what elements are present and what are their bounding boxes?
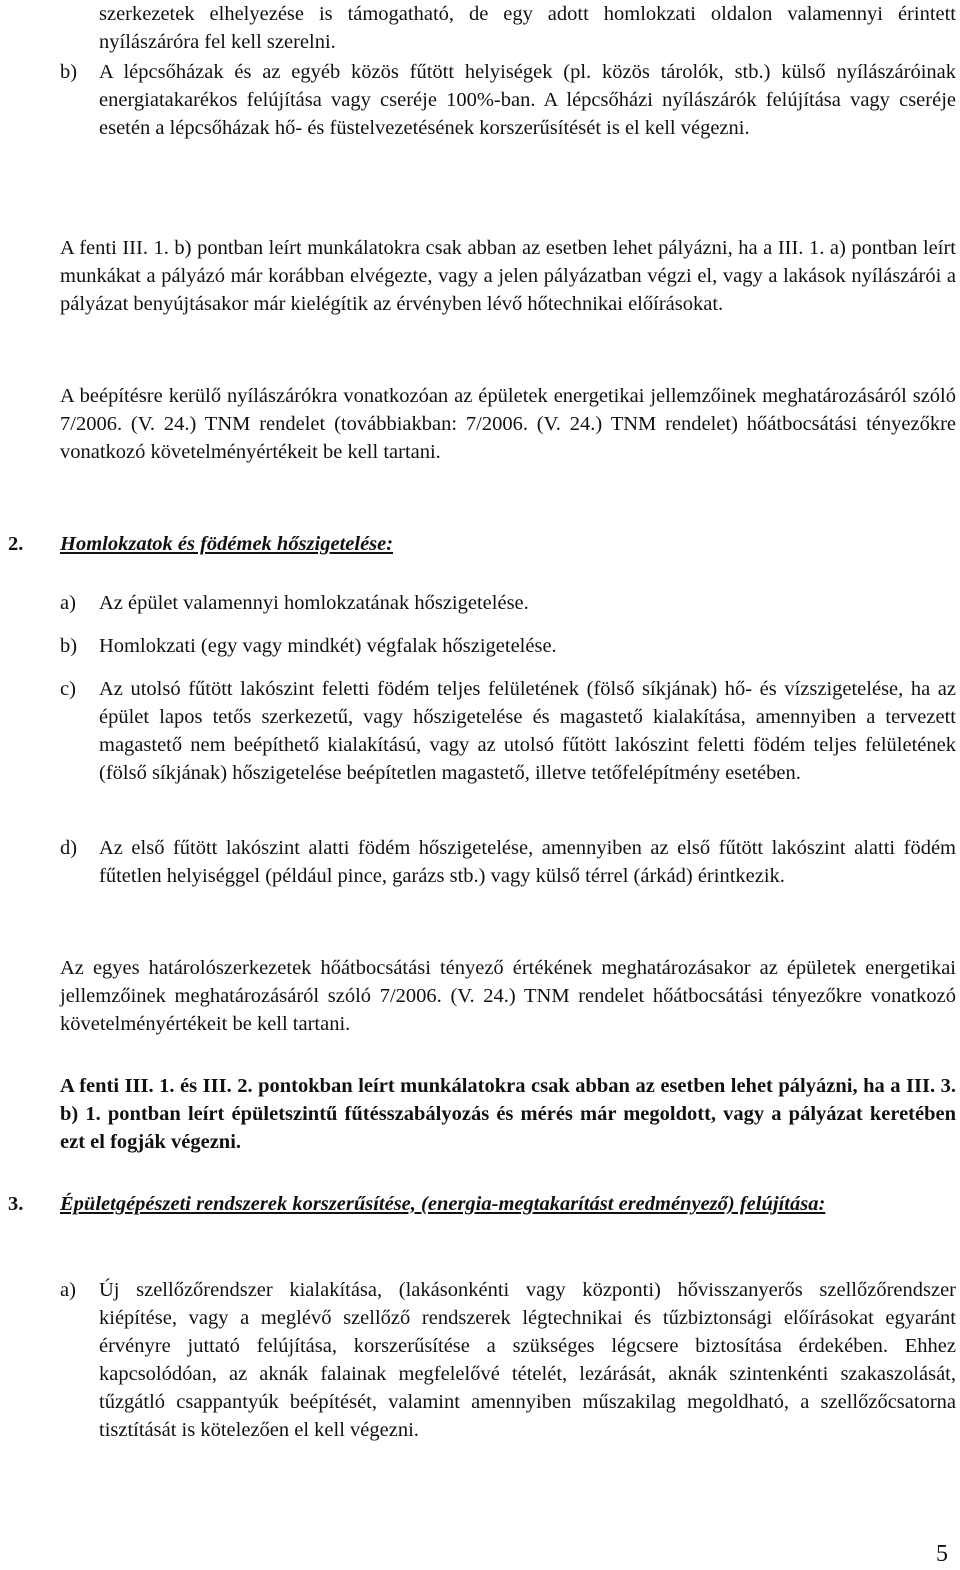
page-number: 5 xyxy=(936,1541,948,1567)
section-2-item-d-label: d) xyxy=(60,837,78,859)
section-2-item-a-label: a) xyxy=(60,592,76,614)
section-2-item-c-text: Az utolsó fűtött lakószint feletti födém teljes felületének (fölső síkjának) hő- és vízszigetelése, ha az épület lapos tetős szerkezetű, vagy hőszigetelése és magastető kialakítása, amennyiben a tervezett magastető nem beépíthető kialakítású, vagy az utolsó fűtött lakószint feletti födém teljes felületének (fölső síkjának) hőszigetelése beépítetlen magastető, illetve tetőfelépítmény esetében. xyxy=(99,678,956,784)
paragraph-beepites-requirements: A beépítésre kerülő nyílászárókra vonatkozóan az épületek energetikai jellemzőinek meghatározásáról szóló 7/2006. (V. 24.) TNM rendelet (továbbiakban: 7/2006. (V. 24.) TNM rendelet) hőátbocsátási tényezőkre vonatkozó követelményértékeit be kell tartani. xyxy=(60,385,956,463)
section-3-number: 3. xyxy=(8,1193,24,1215)
section-2-title: Homlokzatok és födémek hőszigetelése: xyxy=(60,533,394,555)
section-2-item-d-text: Az első fűtött lakószint alatti födém hőszigetelése, amennyiben az első fűtött lakószint alatti födém fűtetlen helyiséggel (például pince, garázs stb.) vagy külső térrel (árkád) érintkezik. xyxy=(99,837,956,887)
paragraph-fenti-condition: A fenti III. 1. b) pontban leírt munkálatokra csak abban az esetben lehet pályázni, ha a III. 1. a) pontban leírt munkákat a pályázó már korábban elvégezte, vagy a jelen pályázatban végzi el, vagy a lakások nyílászárói a pályázat benyújtásakor már kielégítik az érvényben lévő hőtechnikai előírásokat. xyxy=(60,237,956,315)
paragraph-intro-continuation: szerkezetek elhelyezése is támogatható, de egy adott homlokzati oldalon valamennyi érintett nyílászáróra fel kell szerelni. xyxy=(99,3,956,53)
section-3-item-a-text: Új szellőzőrendszer kialakítása, (lakásonkénti vagy központi) hővisszanyerős szellőzőrendszer kiépítése, vagy a meglévő szellőző rendszerek légtechnikai és tűzbiztonsági előírásokat egyaránt érvényre juttató felújítása, korszerűsítése a szükséges légcsere biztosítása érdekében. Ehhez kapcsolódóan, az aknák falainak megfelelővé tételét, lezárását, aknák szintenkénti szakaszolását, tűzgátló csappantyúk beépítését, valamint amennyiben műszakilag megoldható, a szellőzőcsatorna tisztítását is kötelezően el kell végezni. xyxy=(99,1279,956,1441)
paragraph-bold-condition: A fenti III. 1. és III. 2. pontokban leírt munkálatokra csak abban az esetben lehet pályázni, ha a III. 3. b) 1. pontban leírt épületszintű fűtésszabályozás és mérés már megoldott, vagy a pályázat keretében ezt el fogják végezni. xyxy=(60,1075,956,1153)
item-label-b: b) xyxy=(60,61,78,83)
section-3-item-a-label: a) xyxy=(60,1279,76,1301)
section-2-item-c-label: c) xyxy=(60,678,76,700)
paragraph-stairwell-windows: A lépcsőházak és az egyéb közös fűtött helyiségek (pl. közös tárolók, stb.) külső nyílászáróinak energiatakarékos felújítása vagy cseréje 100%-ban. A lépcsőházi nyílászárók felújítása vagy cseréje esetén a lépcsőházak hő- és füstelvezetésének korszerűsítését is el kell végezni. xyxy=(99,61,956,139)
section-3-title: Épületgépészeti rendszerek korszerűsítése, (energia-megtakarítást eredményező) felújítása: xyxy=(60,1193,826,1215)
paragraph-hatarolo-szerkezetek: Az egyes határolószerkezetek hőátbocsátási tényező értékének meghatározásakor az épületek energetikai jellemzőinek meghatározásáról szóló 7/2006. (V. 24.) TNM rendelet hőátbocsátási tényezőkre vonatkozó követelményértékeit be kell tartani. xyxy=(60,957,956,1035)
section-2-number: 2. xyxy=(8,533,24,555)
section-2-item-a-text: Az épület valamennyi homlokzatának hőszigetelése. xyxy=(99,592,529,614)
section-2-item-b-label: b) xyxy=(60,635,78,657)
section-2-item-b-text: Homlokzati (egy vagy mindkét) végfalak hőszigetelése. xyxy=(99,635,557,657)
